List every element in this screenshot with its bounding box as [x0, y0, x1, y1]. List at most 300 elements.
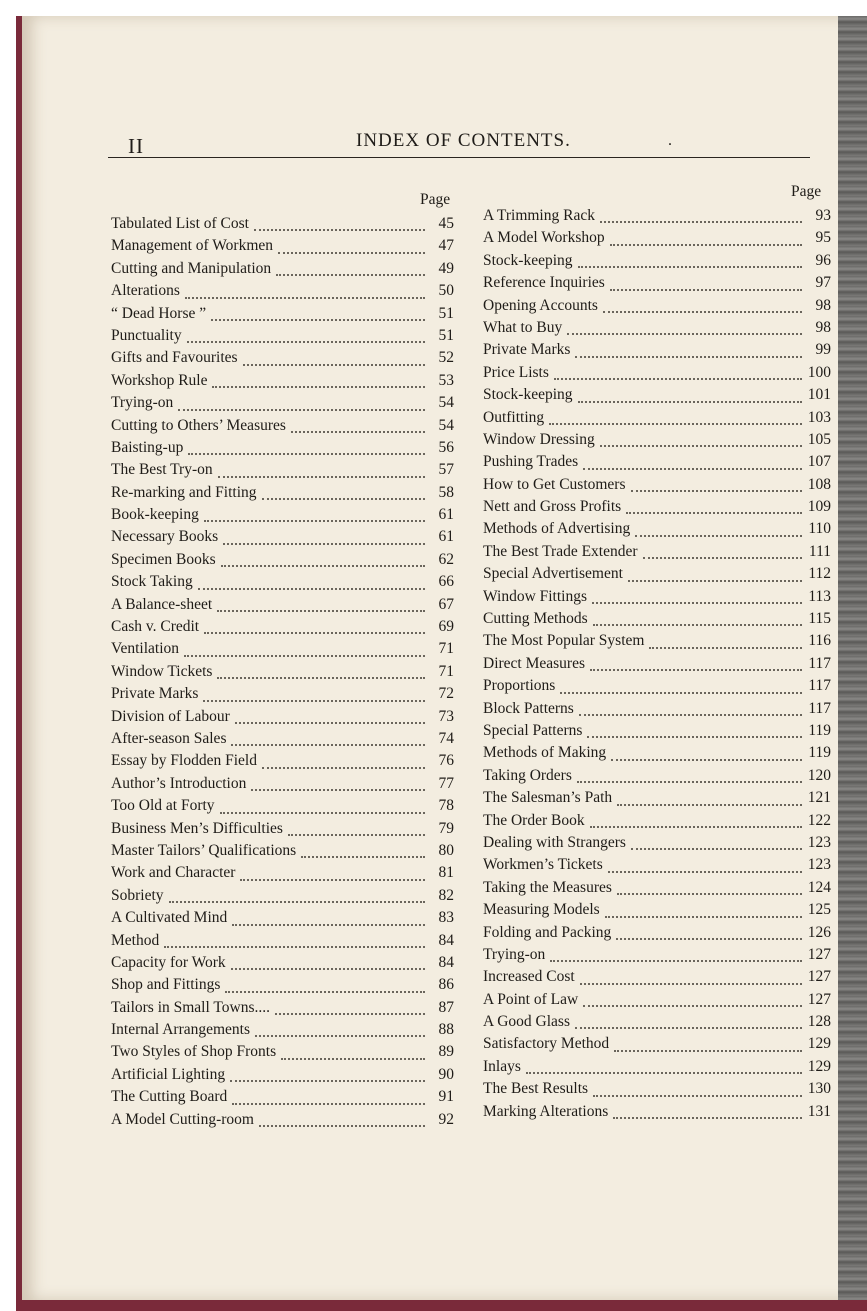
entry-page: 127	[807, 990, 831, 1008]
dot-leader	[631, 848, 802, 850]
dot-leader	[593, 624, 802, 626]
dot-leader	[281, 1058, 425, 1060]
entry-page: 53	[438, 371, 454, 389]
left-contents-list	[111, 215, 454, 1133]
contents-entry	[111, 417, 454, 439]
header-mark: .	[668, 132, 672, 149]
entry-page: 98	[815, 296, 831, 314]
contents-entry	[483, 207, 831, 229]
contents-entry	[483, 610, 831, 632]
contents-entry	[111, 484, 454, 506]
entry-page: 87	[438, 998, 454, 1016]
entry-title: Work and Character	[111, 864, 236, 882]
dot-leader	[610, 289, 802, 291]
entry-page: 107	[807, 453, 831, 471]
dot-leader	[526, 1072, 802, 1074]
contents-entry	[111, 752, 454, 774]
entry-title: Stock Taking	[111, 573, 193, 591]
dot-leader	[560, 692, 802, 694]
entry-page: 101	[807, 386, 831, 404]
entry-title: The Cutting Board	[111, 1088, 228, 1106]
dot-leader	[255, 1035, 425, 1037]
contents-entry	[483, 767, 831, 789]
contents-entry	[483, 476, 831, 498]
entry-page: 54	[438, 394, 454, 412]
entry-page: 52	[438, 349, 454, 367]
entry-title: Master Tailors’ Qualifications	[111, 841, 297, 859]
contents-entry	[483, 879, 831, 901]
entry-page: 103	[807, 408, 831, 426]
entry-title: Cash v. Credit	[111, 618, 200, 636]
contents-entry	[111, 372, 454, 394]
contents-entry	[111, 797, 454, 819]
entry-title: The Best Try-on	[111, 461, 213, 479]
entry-page: 130	[807, 1080, 831, 1098]
contents-entry	[111, 461, 454, 483]
dot-leader	[185, 297, 425, 299]
contents-entry	[483, 498, 831, 520]
dot-leader	[577, 781, 802, 783]
entry-title: Author’s Introduction	[111, 774, 247, 792]
dot-leader	[617, 804, 802, 806]
dot-leader	[254, 229, 425, 231]
entry-title: Dealing with Strangers	[483, 833, 626, 851]
entry-page: 131	[807, 1102, 831, 1120]
contents-entry	[111, 282, 454, 304]
running-header	[108, 126, 810, 166]
contents-entry	[483, 252, 831, 274]
contents-entry	[111, 887, 454, 909]
contents-entry	[111, 1111, 454, 1133]
entry-title: A Trimming Rack	[483, 207, 595, 224]
dot-leader	[578, 401, 802, 403]
contents-entry	[111, 708, 454, 730]
entry-title: Private Marks	[483, 341, 571, 359]
dot-leader	[593, 1095, 802, 1097]
entry-page: 129	[807, 1057, 831, 1075]
entry-title: Capacity for Work	[111, 953, 226, 971]
entry-title: Sobriety	[111, 886, 164, 904]
entry-page: 91	[438, 1088, 454, 1106]
entry-title: Too Old at Forty	[111, 797, 215, 815]
contents-entry	[483, 386, 831, 408]
dot-leader	[198, 588, 425, 590]
dot-leader	[187, 341, 425, 343]
contents-entry	[111, 528, 454, 550]
entry-page: 82	[438, 886, 454, 904]
entry-title: Division of Labour	[111, 707, 230, 725]
entry-title: Methods of Making	[483, 744, 607, 762]
entry-page: 58	[438, 483, 454, 501]
entry-title: A Good Glass	[483, 1013, 570, 1031]
entry-page: 49	[438, 259, 454, 277]
dot-leader	[275, 1013, 425, 1015]
dot-leader	[230, 1080, 425, 1082]
entry-title: Trying-on	[111, 394, 174, 412]
entry-title: Pushing Trades	[483, 453, 579, 471]
entry-title: After-season Sales	[111, 729, 227, 747]
entry-title: Workshop Rule	[111, 371, 208, 389]
entry-page: 76	[438, 752, 454, 770]
dot-leader	[631, 490, 802, 492]
contents-entry	[111, 327, 454, 349]
dot-leader	[164, 946, 425, 948]
dot-leader	[188, 453, 425, 455]
entry-page: 113	[808, 587, 831, 605]
contents-entry	[483, 1013, 831, 1035]
contents-entry	[111, 932, 454, 954]
entry-page: 50	[438, 282, 454, 300]
entry-title: Inlays	[483, 1057, 521, 1075]
entry-title: Gifts and Favourites	[111, 349, 238, 367]
entry-page: 117	[808, 699, 831, 717]
entry-title: Private Marks	[111, 685, 199, 703]
dot-leader	[288, 834, 425, 836]
dot-leader	[567, 333, 802, 335]
contents-entry	[483, 924, 831, 946]
dot-leader	[211, 319, 425, 321]
entry-page: 119	[808, 744, 831, 762]
dot-leader	[262, 498, 425, 500]
entry-title: Book-keeping	[111, 506, 199, 524]
entry-title: Punctuality	[111, 326, 182, 344]
contents-entry	[111, 954, 454, 976]
dot-leader	[580, 983, 802, 985]
dot-leader	[225, 991, 425, 993]
contents-entry	[111, 260, 454, 282]
entry-page: 97	[815, 274, 831, 292]
contents-entry	[483, 1058, 831, 1080]
entry-title: Price Lists	[483, 363, 549, 381]
entry-page: 84	[438, 931, 454, 949]
entry-page: 117	[808, 677, 831, 695]
entry-page: 123	[807, 856, 831, 874]
entry-page: 100	[807, 363, 831, 381]
dot-leader	[203, 700, 425, 702]
entry-page: 67	[438, 595, 454, 613]
contents-entry	[111, 909, 454, 931]
dot-leader	[220, 812, 425, 814]
contents-entry	[111, 730, 454, 752]
contents-entry	[483, 700, 831, 722]
contents-entry	[111, 864, 454, 886]
contents-entry	[483, 341, 831, 363]
entry-page: 54	[438, 416, 454, 434]
entry-title: Special Patterns	[483, 721, 583, 739]
entry-title: Measuring Models	[483, 901, 600, 919]
contents-entry	[483, 789, 831, 811]
entry-title: Artificial Lighting	[111, 1065, 226, 1083]
dot-leader	[549, 423, 802, 425]
entry-page: 92	[438, 1110, 454, 1128]
contents-entry	[483, 901, 831, 923]
entry-title: The Best Trade Extender	[483, 542, 638, 560]
entry-title: Stock-keeping	[483, 386, 573, 404]
entry-title: Window Tickets	[111, 662, 213, 680]
entry-page: 93	[815, 207, 831, 224]
contents-entry	[111, 305, 454, 327]
entry-page: 110	[808, 520, 831, 538]
right-contents-list	[483, 207, 831, 1125]
entry-page: 83	[438, 909, 454, 927]
contents-entry	[111, 215, 454, 237]
dot-leader	[587, 736, 802, 738]
entry-title: A Model Cutting-room	[111, 1110, 254, 1128]
contents-entry	[111, 842, 454, 864]
dot-leader	[301, 856, 425, 858]
dot-leader	[635, 535, 802, 537]
contents-entry	[111, 820, 454, 842]
contents-entry	[483, 946, 831, 968]
entry-title: Proportions	[483, 677, 556, 695]
entry-title: Window Fittings	[483, 587, 588, 605]
entry-page: 51	[438, 304, 454, 322]
entry-title: A Balance-sheet	[111, 595, 213, 613]
entry-page: 47	[438, 237, 454, 255]
contents-entry	[483, 632, 831, 654]
entry-page: 72	[438, 685, 454, 703]
dot-leader	[590, 669, 802, 671]
entry-page: 127	[807, 968, 831, 986]
contents-entry	[483, 991, 831, 1013]
entry-page: 98	[815, 318, 831, 336]
entry-page: 80	[438, 841, 454, 859]
dot-leader	[240, 879, 425, 881]
entry-page: 71	[438, 640, 454, 658]
contents-entry	[483, 655, 831, 677]
entry-title: Reference Inquiries	[483, 274, 605, 292]
dot-leader	[611, 759, 802, 761]
contents-entry	[483, 229, 831, 251]
contents-entry	[483, 319, 831, 341]
entry-page: 119	[808, 721, 831, 739]
contents-entry	[483, 274, 831, 296]
entry-title: Opening Accounts	[483, 296, 598, 314]
entry-page: 111	[808, 542, 831, 560]
entry-title: Direct Measures	[483, 654, 585, 672]
entry-page: 88	[438, 1021, 454, 1039]
entry-title: A Model Workshop	[483, 229, 605, 247]
entry-page: 126	[807, 923, 831, 941]
entry-page: 109	[807, 498, 831, 516]
dot-leader	[643, 557, 802, 559]
dot-leader	[583, 1005, 802, 1007]
contents-entry	[111, 1066, 454, 1088]
dot-leader	[243, 364, 425, 366]
entry-title: The Order Book	[483, 811, 585, 829]
contents-entry	[111, 1043, 454, 1065]
contents-entry	[483, 588, 831, 610]
entry-page: 99	[815, 341, 831, 359]
contents-entry	[111, 640, 454, 662]
dot-leader	[617, 893, 802, 895]
entry-page: 121	[807, 789, 831, 807]
dot-leader	[218, 476, 425, 478]
dot-leader	[592, 602, 802, 604]
entry-page: 95	[815, 229, 831, 247]
dot-leader	[554, 378, 802, 380]
entry-page: 69	[438, 618, 454, 636]
entry-page: 117	[808, 654, 831, 672]
entry-page: 56	[438, 438, 454, 456]
dot-leader	[583, 468, 802, 470]
entry-title: Method	[111, 931, 160, 949]
dot-leader	[178, 409, 425, 411]
entry-title: Ventilation	[111, 640, 180, 658]
entry-page: 84	[438, 953, 454, 971]
contents-entry	[111, 618, 454, 640]
entry-page: 108	[807, 475, 831, 493]
entry-page: 89	[438, 1043, 454, 1061]
dot-leader	[550, 960, 802, 962]
contents-entry	[111, 663, 454, 685]
contents-entry	[111, 976, 454, 998]
dot-leader	[603, 311, 802, 313]
entry-page: 74	[438, 729, 454, 747]
dot-leader	[259, 1125, 425, 1127]
entry-title: Taking Orders	[483, 766, 572, 784]
entry-page: 62	[438, 550, 454, 568]
entry-page: 71	[438, 662, 454, 680]
contents-entry	[111, 394, 454, 416]
entry-title: Taking the Measures	[483, 878, 612, 896]
dot-leader	[628, 580, 802, 582]
entry-title: Satisfactory Method	[483, 1035, 610, 1053]
header-rule	[108, 157, 810, 158]
contents-entry	[483, 968, 831, 990]
dot-leader	[608, 871, 802, 873]
entry-title: Necessary Books	[111, 528, 219, 546]
entry-page: 57	[438, 461, 454, 479]
entry-page: 51	[438, 326, 454, 344]
dot-leader	[649, 647, 802, 649]
entry-title: How to Get Customers	[483, 475, 626, 493]
contents-entry	[111, 775, 454, 797]
entry-page: 61	[438, 506, 454, 524]
entry-title: Management of Workmen	[111, 237, 274, 255]
page-fore-edge	[838, 16, 867, 1300]
contents-entry	[483, 453, 831, 475]
dot-leader	[235, 722, 425, 724]
entry-title: Internal Arrangements	[111, 1021, 251, 1039]
contents-entry	[483, 297, 831, 319]
dot-leader	[605, 916, 802, 918]
dot-leader	[278, 252, 425, 254]
contents-entry	[483, 364, 831, 386]
entry-page: 112	[808, 565, 831, 583]
entry-title: Business Men’s Difficulties	[111, 819, 283, 837]
dot-leader	[616, 938, 802, 940]
dot-leader	[291, 431, 425, 433]
dot-leader	[600, 445, 802, 447]
contents-entry	[111, 349, 454, 371]
entry-page: 116	[808, 632, 831, 650]
contents-entry	[111, 237, 454, 259]
entry-page: 78	[438, 797, 454, 815]
dot-leader	[221, 565, 425, 567]
dot-leader	[613, 1117, 802, 1119]
dot-leader	[212, 386, 425, 388]
dot-leader	[600, 221, 802, 223]
contents-entry	[483, 431, 831, 453]
entry-title: Re-marking and Fitting	[111, 483, 257, 501]
dot-leader	[626, 512, 802, 514]
dot-leader	[579, 714, 802, 716]
contents-entry	[111, 439, 454, 461]
dot-leader	[217, 610, 425, 612]
dot-leader	[169, 901, 425, 903]
entry-title: Essay by Flodden Field	[111, 752, 257, 770]
entry-page: 61	[438, 528, 454, 546]
entry-page: 115	[808, 610, 831, 628]
contents-entry	[483, 1080, 831, 1102]
entry-page: 86	[438, 976, 454, 994]
dot-leader	[231, 968, 425, 970]
entry-title: Tabulated List of Cost	[111, 215, 249, 232]
entry-title: Tailors in Small Towns....	[111, 998, 271, 1016]
entry-title: The Best Results	[483, 1080, 589, 1098]
entry-page: 120	[807, 766, 831, 784]
contents-entry	[483, 722, 831, 744]
dot-leader	[184, 655, 425, 657]
entry-title: Methods of Advertising	[483, 520, 631, 538]
entry-title: Outfitting	[483, 408, 545, 426]
right-page-label: Page	[791, 183, 822, 200]
entry-page: 123	[807, 833, 831, 851]
contents-entry	[483, 677, 831, 699]
dot-leader	[590, 826, 802, 828]
contents-entry	[111, 573, 454, 595]
contents-entry	[483, 812, 831, 834]
left-page-label: Page	[420, 191, 451, 208]
contents-entry	[111, 506, 454, 528]
dot-leader	[578, 266, 802, 268]
contents-entry	[483, 1035, 831, 1057]
entry-page: 77	[438, 774, 454, 792]
entry-title: The Salesman’s Path	[483, 789, 613, 807]
entry-title: Special Advertisement	[483, 565, 623, 583]
contents-entry	[483, 1103, 831, 1125]
contents-entry	[483, 856, 831, 878]
entry-title: Shop and Fittings	[111, 976, 221, 994]
entry-page: 96	[815, 251, 831, 269]
dot-leader	[204, 520, 425, 522]
entry-title: The Most Popular System	[483, 632, 645, 650]
entry-title: What to Buy	[483, 318, 563, 336]
entry-page: 79	[438, 819, 454, 837]
entry-title: Specimen Books	[111, 550, 216, 568]
entry-title: Workmen’s Tickets	[483, 856, 603, 874]
dot-leader	[276, 274, 425, 276]
dot-leader	[204, 632, 425, 634]
entry-title: Cutting and Manipulation	[111, 259, 272, 277]
entry-page: 66	[438, 573, 454, 591]
contents-entry	[111, 685, 454, 707]
entry-title: Trying-on	[483, 945, 546, 963]
dot-leader	[575, 1027, 802, 1029]
contents-entry	[483, 744, 831, 766]
entry-page: 73	[438, 707, 454, 725]
entry-title: Nett and Gross Profits	[483, 498, 622, 516]
entry-title: “ Dead Horse ”	[111, 304, 207, 322]
dot-leader	[251, 789, 425, 791]
entry-page: 90	[438, 1065, 454, 1083]
entry-page: 128	[807, 1013, 831, 1031]
entry-title: A Cultivated Mind	[111, 909, 228, 927]
page-number: II	[128, 134, 144, 158]
entry-title: Window Dressing	[483, 430, 595, 448]
entry-title: Alterations	[111, 282, 180, 300]
